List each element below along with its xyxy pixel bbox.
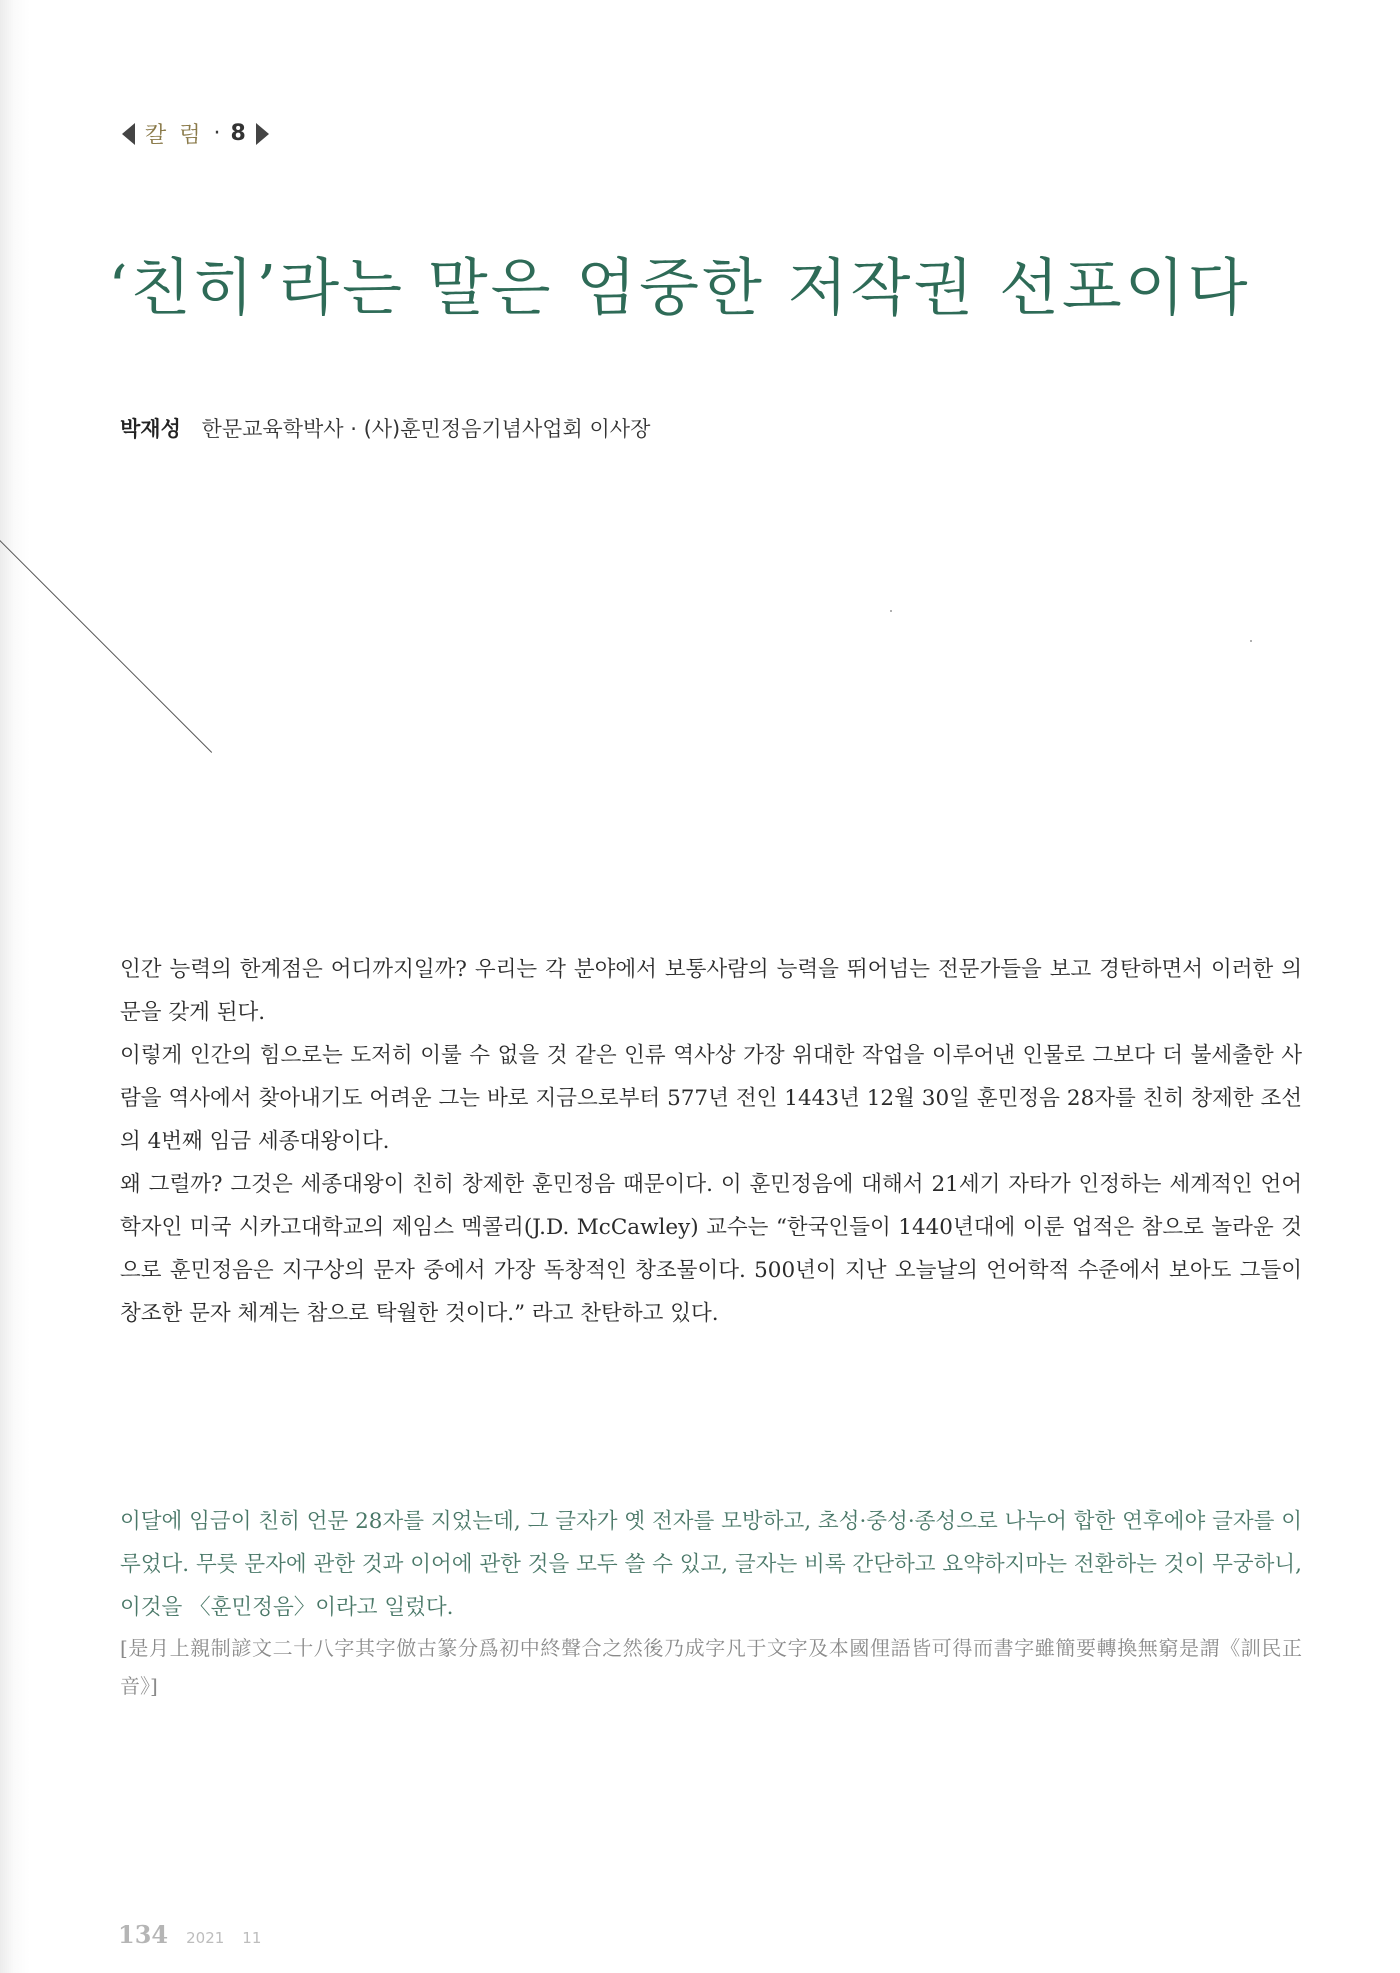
historical-quote <box>120 1500 1302 1705</box>
issue-month: 11 <box>242 1929 262 1947</box>
scan-speck <box>1250 640 1252 642</box>
quote-text: 이달에 임금이 친히 언문 28자를 지었는데, 그 글자가 옛 전자를 모방하고, 초성·중성·종성으로 나누어 합한 연후에야 글자를 이루었다. 무릇 문자에 관한 것과 이어에 관한 것을 모두 쓸 수 있고, 글자는 비록 간단하고 요약하지마는 전환하는 것이 무궁하니, 이것을 〈훈민정음〉이라고 일렀다. <box>120 1509 1302 1620</box>
body-paragraph: 이렇게 인간의 힘으로는 도저히 이룰 수 없을 것 같은 인류 역사상 가장 위대한 작업을 이루어낸 인물로 그보다 더 불세출한 사람을 역사에서 찾아내기도 어려운 그는 바로 지금으로부터 577년 전인 1443년 12월 30일 훈민정음 28자를 친히 창제한 조선의 4번째 임금 세종대왕이다. <box>120 1043 1302 1154</box>
quote-source-hanja: [是月上親制諺文二十八字其字倣古篆分爲初中終聲合之然後乃成字凡于文字及本國俚語皆可得而書字雖簡要轉換無窮是謂《訓民正音》] <box>120 1636 1302 1698</box>
section-label: 칼 럼 <box>145 123 204 148</box>
article-body <box>120 948 1302 1335</box>
scan-speck <box>890 610 892 612</box>
body-paragraph: 인간 능력의 한계점은 어디까지일까? 우리는 각 분야에서 보통사람의 능력을 뛰어넘는 전문가들을 보고 경탄하면서 이러한 의문을 갖게 된다. <box>120 957 1302 1025</box>
section-tag <box>122 118 269 149</box>
section-number: 8 <box>230 121 246 146</box>
body-paragraph: 왜 그럴까? 그것은 세종대왕이 친히 창제한 훈민정음 때문이다. 이 훈민정음에 대해서 21세기 자타가 인정하는 세계적인 언어학자인 미국 시카고대학교의 제임스 멕콜리(J.D. McCawley) 교수는 “한국인들이 1440년대에 이룬 업적은 참으로 놀라운 것으로 훈민정음은 지구상의 문자 중에서 가장 독창적인 창조물이다. 500년이 지난 오늘날의 언어학적 수준에서 보아도 그들이 창조한 문자 체계는 참으로 탁월한 것이다.” 라고 찬탄하고 있다. <box>120 1172 1302 1326</box>
left-bracket-icon <box>122 123 135 145</box>
author-name: 박재성 <box>120 417 181 441</box>
right-bracket-icon <box>256 123 269 145</box>
article-title: ‘친히’라는 말은 엄중한 저작권 선포이다 <box>108 251 1251 324</box>
byline <box>120 413 650 443</box>
section-separator: · <box>213 121 221 146</box>
issue-year: 2021 <box>186 1929 225 1947</box>
page-footer <box>118 1920 261 1949</box>
author-affiliation: 한문교육학박사 · (사)훈민정음기념사업회 이사장 <box>201 417 651 441</box>
page-number: 134 <box>118 1920 169 1949</box>
